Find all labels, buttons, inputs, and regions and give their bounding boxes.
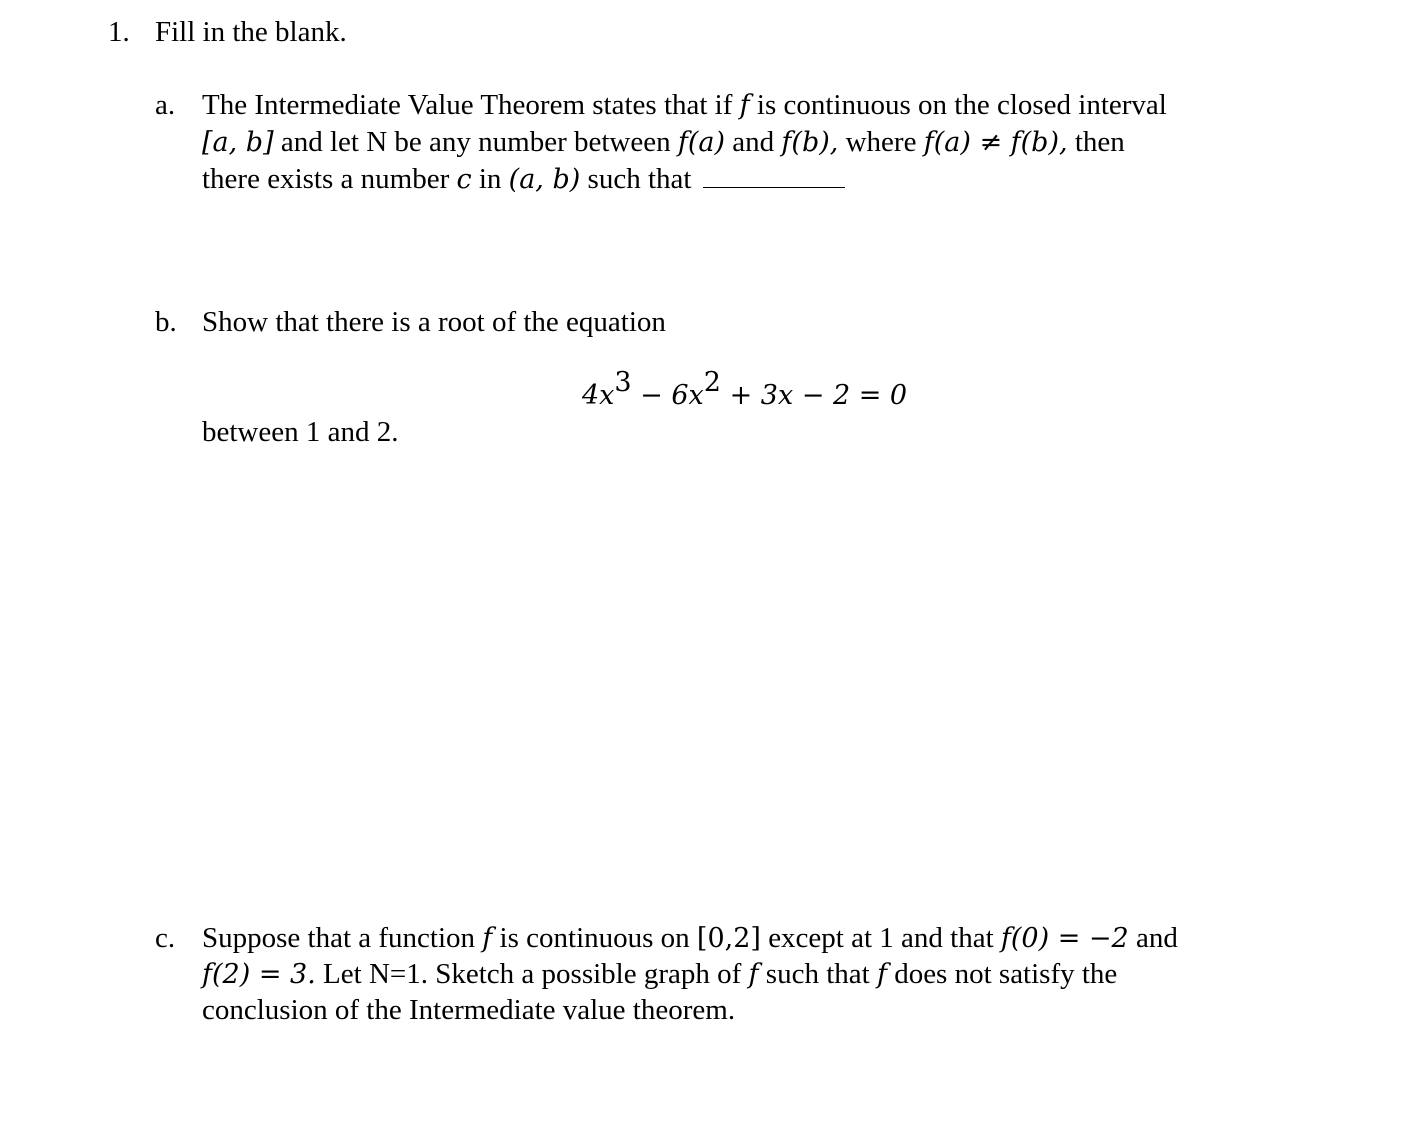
part-a-label: a. bbox=[155, 89, 176, 121]
part-c-line-3: conclusion of the Intermediate value theorem. bbox=[202, 994, 736, 1026]
part-c-text: Suppose that a function bbox=[202, 922, 476, 954]
part-a-text: and let N be any number between bbox=[280, 126, 671, 158]
part-a-text: where bbox=[845, 126, 917, 158]
math-fb: f(b), bbox=[781, 127, 839, 158]
math-fa-neq-fb: f(a) ≠ f(b), bbox=[923, 127, 1068, 158]
math-f: f bbox=[748, 959, 759, 990]
part-a-text: such that bbox=[587, 163, 692, 195]
eq-term-1: 4x bbox=[582, 380, 615, 411]
part-a-text: in bbox=[478, 163, 502, 195]
eq-term-2: − 6x bbox=[631, 380, 704, 411]
part-a-text: is continuous on the closed interval bbox=[756, 89, 1167, 121]
part-a-line-2 bbox=[202, 124, 1125, 161]
answer-blank[interactable] bbox=[703, 163, 845, 188]
question-number: 1. bbox=[108, 16, 130, 48]
part-c-line-2 bbox=[202, 956, 1117, 993]
math-f: f bbox=[876, 959, 887, 990]
eq-term-3: + 3x − 2 = 0 bbox=[720, 380, 908, 411]
part-c-text: and bbox=[1135, 922, 1178, 954]
part-a-line-1 bbox=[202, 87, 1167, 124]
part-a-line-3 bbox=[202, 161, 845, 198]
math-f: f bbox=[482, 923, 493, 954]
math-interval: [a, b] bbox=[202, 127, 274, 158]
part-a-text: and bbox=[732, 126, 775, 158]
part-b-label: b. bbox=[155, 306, 177, 338]
question-prompt: Fill in the blank. bbox=[155, 16, 347, 48]
part-c-label: c. bbox=[155, 922, 176, 954]
eq-exp-1: 3 bbox=[614, 367, 632, 399]
math-f0: f(0) = −2 bbox=[1000, 923, 1129, 954]
part-b-after: between 1 and 2. bbox=[202, 416, 399, 448]
math-open-interval: (a, b) bbox=[508, 164, 581, 195]
part-a-text: The Intermediate Value Theorem states that if bbox=[202, 89, 733, 121]
part-c-line-1 bbox=[202, 920, 1178, 957]
math-interval-02: [0,2] bbox=[696, 923, 761, 954]
part-b-prompt: Show that there is a root of the equation bbox=[202, 306, 666, 338]
math-c: c bbox=[456, 164, 472, 195]
part-c-text: such that bbox=[765, 958, 870, 990]
part-c-text: is continuous on bbox=[499, 922, 690, 954]
math-f: f bbox=[739, 90, 750, 121]
cubic-equation bbox=[582, 367, 908, 414]
math-f2: f(2) = 3. bbox=[202, 959, 316, 990]
part-a-text: there exists a number bbox=[202, 163, 450, 195]
part-c-text: does not satisfy the bbox=[894, 958, 1118, 990]
math-fa: f(a) bbox=[677, 127, 726, 158]
part-a-text: then bbox=[1074, 126, 1125, 158]
part-c-text: Let N=1. Sketch a possible graph of bbox=[323, 958, 742, 990]
eq-exp-2: 2 bbox=[703, 367, 721, 399]
part-c-text: except at 1 and that bbox=[768, 922, 994, 954]
